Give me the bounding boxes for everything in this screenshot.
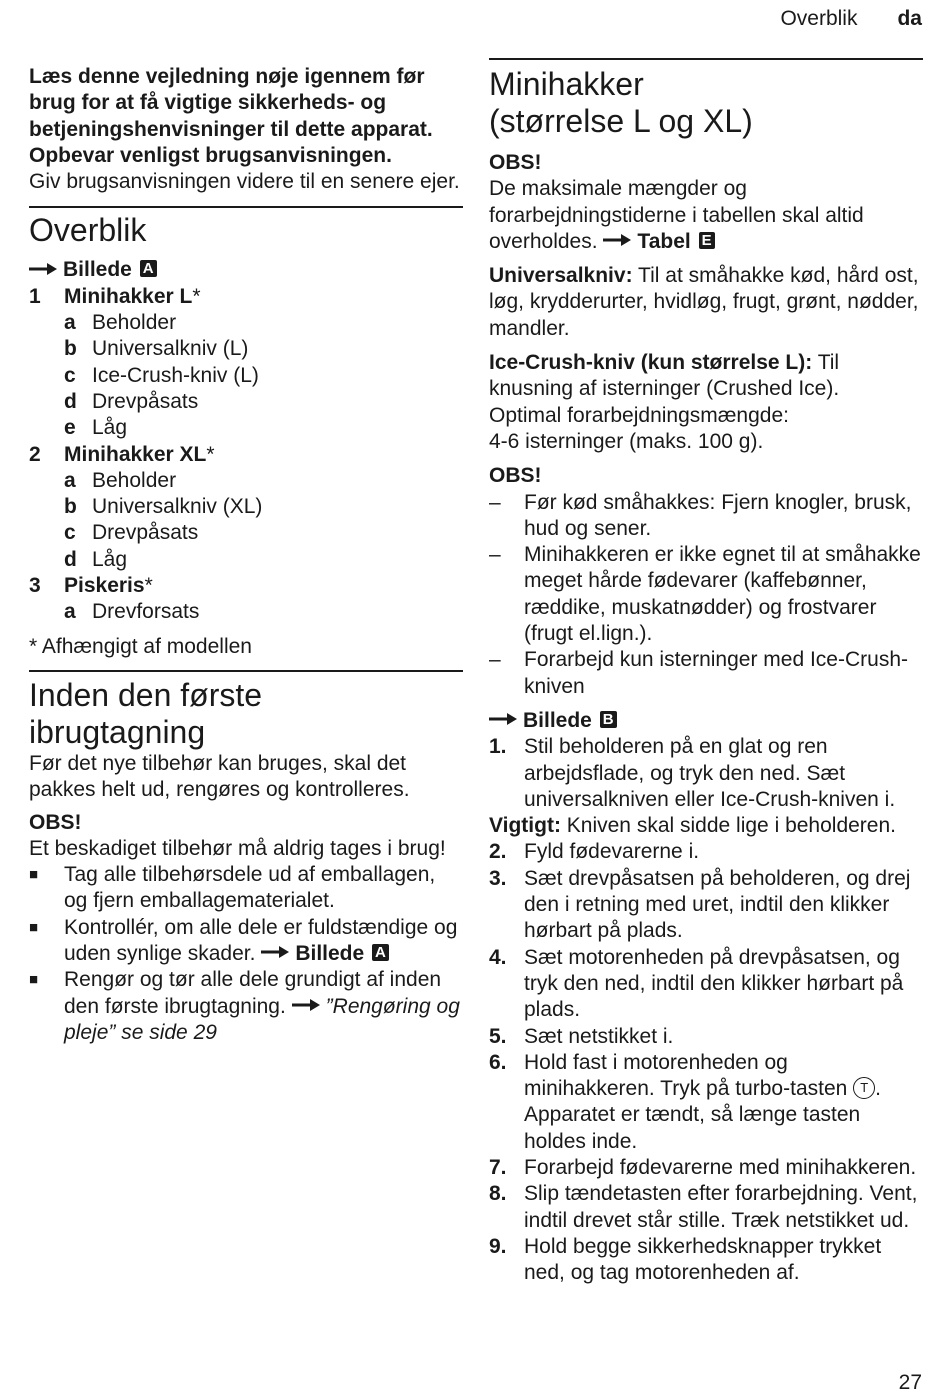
item-text: Drevforsats bbox=[92, 600, 200, 624]
step-number: 7. bbox=[489, 1155, 507, 1179]
minihakker-title-line1: Minihakker bbox=[489, 66, 644, 102]
item-letter: b bbox=[64, 337, 77, 361]
list-group-header bbox=[29, 573, 463, 599]
bullet-item bbox=[29, 967, 463, 1046]
step-number: 6. bbox=[489, 1050, 507, 1074]
step-item bbox=[489, 945, 923, 1024]
step-number: 3. bbox=[489, 866, 507, 890]
page-header bbox=[780, 6, 922, 32]
item-text: Låg bbox=[92, 547, 128, 571]
first-use-title bbox=[29, 677, 463, 751]
page-number: 27 bbox=[898, 1371, 922, 1394]
bullet-item bbox=[29, 915, 463, 968]
dash-text: Før kød småhakkes: Fjern knogler, brusk, hud og sener. bbox=[524, 490, 912, 540]
first-use-text: Før det nye tilbehør kan bruges, skal det pakkes helt ud, rengøres og kontrolleres. bbox=[29, 751, 410, 802]
left-column bbox=[29, 64, 463, 1046]
bullet-square-icon: ■ bbox=[29, 866, 39, 884]
item-letter: a bbox=[64, 468, 76, 492]
list-item bbox=[29, 599, 463, 625]
bullet-square-icon: ■ bbox=[29, 971, 39, 989]
list-item bbox=[29, 363, 463, 389]
bullet-text: Tag alle tilbehørsdele ud af emballagen, og fjern emballagematerialet. bbox=[64, 863, 436, 913]
group-title: Minihakker L bbox=[64, 284, 193, 308]
step-text: Sæt netstikket i. bbox=[524, 1024, 674, 1048]
list-item bbox=[29, 520, 463, 546]
step-text: Sæt motorenheden på drevpåsatsen, og tryk den ned, indtil den klikker hørbart på plads. bbox=[524, 945, 904, 1022]
list-item bbox=[29, 336, 463, 362]
step-text-continued: . Apparatet er tændt, så længe tasten holdes inde. bbox=[524, 1077, 882, 1153]
item-text: Universalkniv (L) bbox=[92, 337, 249, 361]
step-text: Stil beholderen på en glat og ren arbejdsflade, og tryk den ned. Sæt universalkniven eller Ice-Crush-kniven i. bbox=[524, 735, 896, 811]
obs-label: OBS! bbox=[489, 464, 542, 488]
list-item bbox=[29, 547, 463, 573]
group-title: Piskeris bbox=[64, 574, 145, 598]
obs-label: OBS! bbox=[29, 810, 82, 834]
arrow-right-icon bbox=[603, 233, 631, 247]
overview-title: Overblik bbox=[29, 212, 147, 249]
bullet-square-icon: ■ bbox=[29, 918, 39, 936]
header-section: Overblik bbox=[780, 7, 858, 30]
item-letter: b bbox=[64, 495, 77, 519]
step-item bbox=[489, 1155, 923, 1181]
header-language: da bbox=[897, 7, 922, 30]
important-note bbox=[489, 813, 923, 839]
list-item bbox=[29, 468, 463, 494]
obs-text bbox=[489, 176, 923, 255]
list-item bbox=[29, 310, 463, 336]
ice-optimal: Optimal forarbejdningsmængde: bbox=[489, 403, 789, 427]
group-title: Minihakker XL bbox=[64, 442, 207, 466]
ice-label: Ice-Crush-kniv (kun størrelse L): bbox=[489, 351, 813, 375]
item-text: Universalkniv (XL) bbox=[92, 495, 263, 519]
arrow-right-icon bbox=[292, 998, 320, 1012]
step-text: Hold begge sikkerhedsknapper trykket ned, og tag motorenheden af. bbox=[524, 1234, 882, 1285]
group-number: 3 bbox=[29, 574, 41, 598]
list-item bbox=[29, 494, 463, 520]
step-number: 1. bbox=[489, 735, 507, 759]
universal-knife bbox=[489, 263, 923, 342]
dash-marker: – bbox=[489, 543, 501, 567]
bullet-text: Rengør og tør alle dele grundigt af inden den første ibrugtagning. bbox=[64, 968, 442, 1018]
universal-label: Universalkniv: bbox=[489, 264, 633, 288]
bullet-text: Kontrollér, om alle dele er fuldstændige og uden synlige skader. bbox=[64, 915, 458, 966]
step-text: Slip tændetasten efter forarbejdning. Vent, indtil drevet står stille. Træk netstikket ud. bbox=[524, 1182, 918, 1232]
step-number: 4. bbox=[489, 945, 507, 969]
right-column bbox=[489, 58, 923, 1286]
item-letter: c bbox=[64, 363, 76, 387]
step-text: Forarbejd fødevarerne med minihakkeren. bbox=[524, 1155, 917, 1179]
step-item bbox=[489, 1050, 923, 1155]
group-star: * bbox=[144, 574, 153, 598]
item-text: Drevpåsats bbox=[92, 389, 199, 413]
important-text: Kniven skal sidde lige i beholderen. bbox=[566, 814, 896, 838]
figure-ref-label: Billede bbox=[63, 258, 132, 282]
minihakker-title-line2: (størrelse L og XL) bbox=[489, 103, 753, 139]
first-use-title-line1: Inden den første bbox=[29, 676, 263, 713]
step-item bbox=[489, 734, 923, 813]
step-number: 5. bbox=[489, 1024, 507, 1048]
ice-crush-knife bbox=[489, 350, 923, 403]
group-number: 2 bbox=[29, 442, 41, 466]
turbo-button-icon: T bbox=[853, 1077, 875, 1099]
step-item bbox=[489, 1181, 923, 1234]
arrow-right-icon bbox=[261, 945, 289, 959]
item-text: Ice-Crush-kniv (L) bbox=[92, 363, 259, 387]
step-item bbox=[489, 1234, 923, 1287]
ice-text: Til knusning af isterninger (Crushed Ice). bbox=[489, 351, 840, 401]
step-item bbox=[489, 1024, 923, 1050]
section-rule bbox=[29, 670, 463, 672]
section-rule bbox=[29, 206, 463, 208]
intro-bold: Læs denne vejledning nøje igennem før brug for at få vigtige sikkerheds- og betjeningshenvisninger til dette apparat. Opbevar venligst brugsanvisningen. bbox=[29, 65, 433, 167]
item-letter: e bbox=[64, 416, 76, 440]
list-group-header bbox=[29, 284, 463, 310]
dash-item bbox=[489, 647, 923, 700]
step-number: 8. bbox=[489, 1182, 507, 1206]
first-use-title-line2: ibrugtagning bbox=[29, 713, 206, 750]
intro-normal: Giv brugsanvisningen videre til en senere ejer. bbox=[29, 170, 460, 194]
arrow-right-icon bbox=[29, 262, 57, 276]
dash-marker: – bbox=[489, 648, 501, 672]
item-text: Låg bbox=[92, 416, 128, 440]
dash-marker: – bbox=[489, 490, 501, 514]
list-item bbox=[29, 415, 463, 441]
figure-box: A bbox=[140, 260, 157, 277]
page-reference: ”Rengøring og pleje” se side 29 bbox=[64, 994, 460, 1044]
item-letter: a bbox=[64, 600, 76, 624]
list-item bbox=[29, 389, 463, 415]
figure-ref bbox=[489, 708, 923, 734]
step-text: Fyld fødevarerne i. bbox=[524, 840, 700, 864]
obs-label: OBS! bbox=[489, 151, 542, 174]
list-group-header bbox=[29, 442, 463, 468]
item-letter: a bbox=[64, 311, 76, 335]
figure-box: A bbox=[372, 944, 389, 961]
step-text: Sæt drevpåsatsen på beholderen, og drej den i retning med uret, indtil den klikker hørbart på plads. bbox=[524, 866, 911, 943]
ice-amount: 4-6 isterninger (maks. 100 g). bbox=[489, 429, 764, 453]
item-text: Beholder bbox=[92, 468, 177, 492]
arrow-right-icon bbox=[489, 712, 517, 726]
group-star: * bbox=[192, 284, 201, 308]
group-number: 1 bbox=[29, 284, 41, 308]
item-letter: d bbox=[64, 389, 77, 413]
step-item bbox=[489, 839, 923, 865]
table-box: E bbox=[699, 232, 715, 249]
item-text: Beholder bbox=[92, 311, 177, 335]
first-use-warning: Et beskadiget tilbehør må aldrig tages i brug! bbox=[29, 836, 446, 860]
table-ref-label: Tabel bbox=[637, 229, 691, 253]
figure-ref-label: Billede bbox=[523, 708, 592, 732]
item-text: Drevpåsats bbox=[92, 521, 199, 545]
step-number: 9. bbox=[489, 1234, 507, 1258]
item-letter: c bbox=[64, 521, 76, 545]
obs-text-body: De maksimale mængder og forarbejdningstiderne i tabellen skal altid overholdes. bbox=[489, 177, 864, 253]
item-letter: d bbox=[64, 547, 77, 571]
footnote: * Afhængigt af modellen bbox=[29, 634, 252, 658]
important-label: Vigtigt: bbox=[489, 814, 561, 838]
bullet-item bbox=[29, 862, 463, 915]
step-item bbox=[489, 866, 923, 945]
minihakker-title bbox=[489, 66, 923, 140]
dash-item bbox=[489, 542, 923, 647]
step-text: Hold fast i motorenheden og minihakkeren. Tryk på turbo-tasten bbox=[524, 1050, 848, 1101]
group-star: * bbox=[206, 442, 215, 466]
section-rule bbox=[489, 58, 923, 60]
overview-figure-ref bbox=[29, 257, 463, 283]
dash-text: Minihakkeren er ikke egnet til at småhakke meget hårde fødevarer (kaffebønner, ræddike, muskatnødder) og frostvarer (frugt el.lign.). bbox=[524, 543, 921, 646]
dash-text: Forarbejd kun isterninger med Ice-Crush-kniven bbox=[524, 648, 908, 698]
figure-box: B bbox=[600, 711, 617, 728]
dash-item bbox=[489, 490, 923, 543]
figure-ref-label: Billede bbox=[295, 942, 365, 966]
step-number: 2. bbox=[489, 840, 507, 864]
universal-text: Til at småhakke kød, hård ost, løg, krydderurter, hvidløg, frugt, grønt, nødder, mandler. bbox=[489, 264, 919, 340]
